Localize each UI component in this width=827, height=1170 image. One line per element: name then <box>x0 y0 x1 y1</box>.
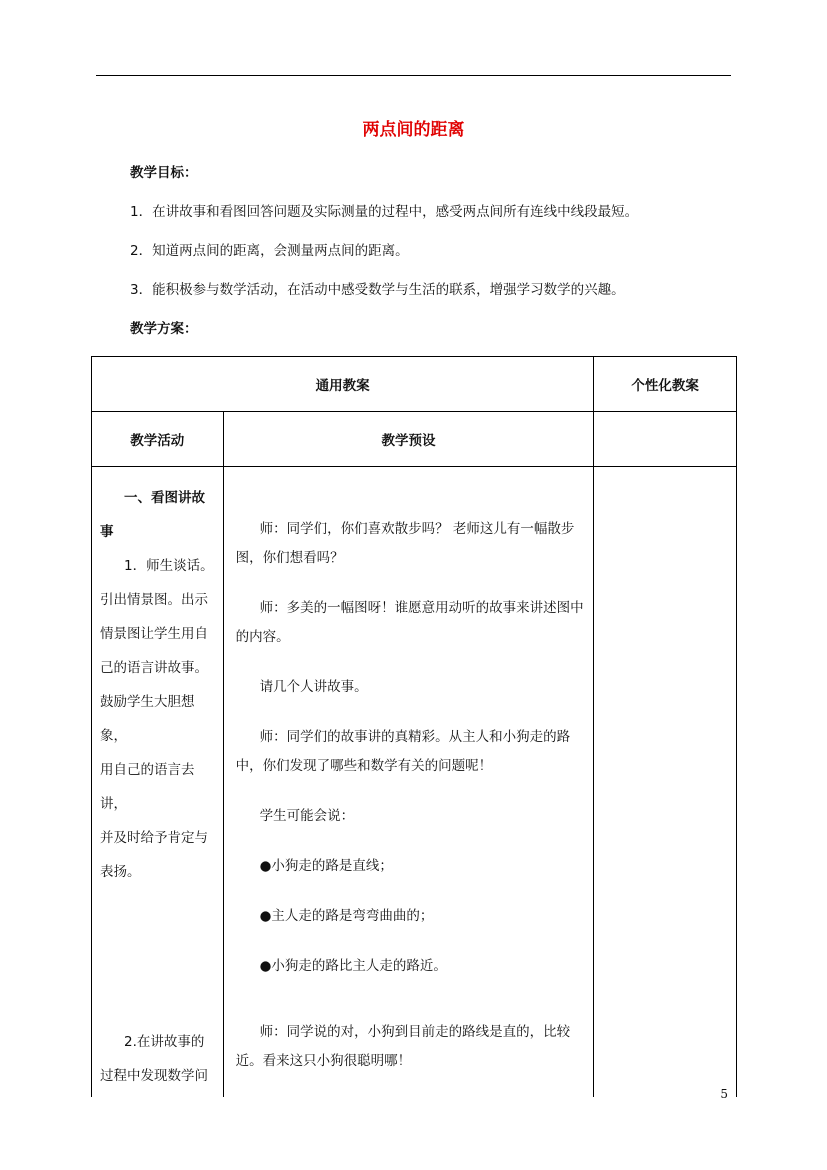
general-plan-header: 通用教案 <box>92 357 594 412</box>
activity-line: 表扬。 <box>100 864 141 880</box>
activity-header: 教学活动 <box>92 412 224 467</box>
personal-plan-cell <box>594 412 737 467</box>
activity-line: 2.在讲故事的 <box>124 1034 205 1050</box>
personal-plan-body-cell <box>594 467 737 1098</box>
preset-cell <box>223 467 594 1098</box>
preset-bullet: ●小狗走的路比主人走的路近。 <box>259 958 447 974</box>
activity-line: 情景图让学生用自 <box>100 626 208 642</box>
preset-bullet: ●主人走的路是弯弯曲曲的； <box>259 908 434 924</box>
page-number: 5 <box>720 1087 728 1101</box>
activity-line: 过程中发现数学问 <box>100 1068 208 1084</box>
goal-item-3: 3．能积极参与数学活动，在活动中感受数学与生活的联系，增强学习数学的兴趣。 <box>130 282 625 298</box>
preset-header: 教学预设 <box>223 412 594 467</box>
preset-paragraph: 学生可能会说： <box>259 808 355 824</box>
activity-line: 己的语言讲故事。 <box>100 660 208 676</box>
preset-paragraph: 请几个人讲故事。 <box>259 679 368 695</box>
teaching-plan-table <box>91 356 737 1097</box>
preset-paragraph: 师：多美的一幅图呀！谁愿意用动听的故事来讲述图中的内容。 <box>235 600 584 645</box>
personal-plan-header: 个性化教案 <box>594 357 737 412</box>
header-rule <box>96 75 731 76</box>
goals-heading: 教学目标： <box>130 165 198 181</box>
preset-paragraph: 师：同学们，你们喜欢散步吗？ 老师这儿有一幅散步图，你们想看吗？ <box>235 521 575 566</box>
activity-line: 并及时给予肯定与 <box>100 830 208 846</box>
activity-line: 引出情景图。出示 <box>100 592 208 608</box>
activity-line: 1．师生谈话。 <box>124 558 214 574</box>
activity-line: 用自己的语言去讲， <box>100 762 195 812</box>
preset-bullet: ●小狗走的路是直线； <box>259 858 393 874</box>
goal-item-2: 2．知道两点间的距离，会测量两点间的距离。 <box>130 243 409 259</box>
activity-line: 鼓励学生大胆想象， <box>100 694 195 744</box>
document-title: 两点间的距离 <box>362 120 465 140</box>
goal-item-1: 1．在讲故事和看图回答问题及实际测量的过程中，感受两点间所有连线中线段最短。 <box>130 204 639 220</box>
preset-paragraph: 师：同学说的对，小狗到目前走的路线是直的，比较近。看来这只小狗很聪明哪！ <box>235 1024 571 1069</box>
plan-heading: 教学方案： <box>130 321 198 337</box>
activity-line: 事 <box>100 524 114 540</box>
preset-paragraph: 师：同学们的故事讲的真精彩。从主人和小狗走的路中，你们发现了哪些和数学有关的问题呢！ <box>235 729 571 774</box>
activity-cell <box>92 467 224 1098</box>
activity-line: 一、看图讲故 <box>124 490 205 506</box>
